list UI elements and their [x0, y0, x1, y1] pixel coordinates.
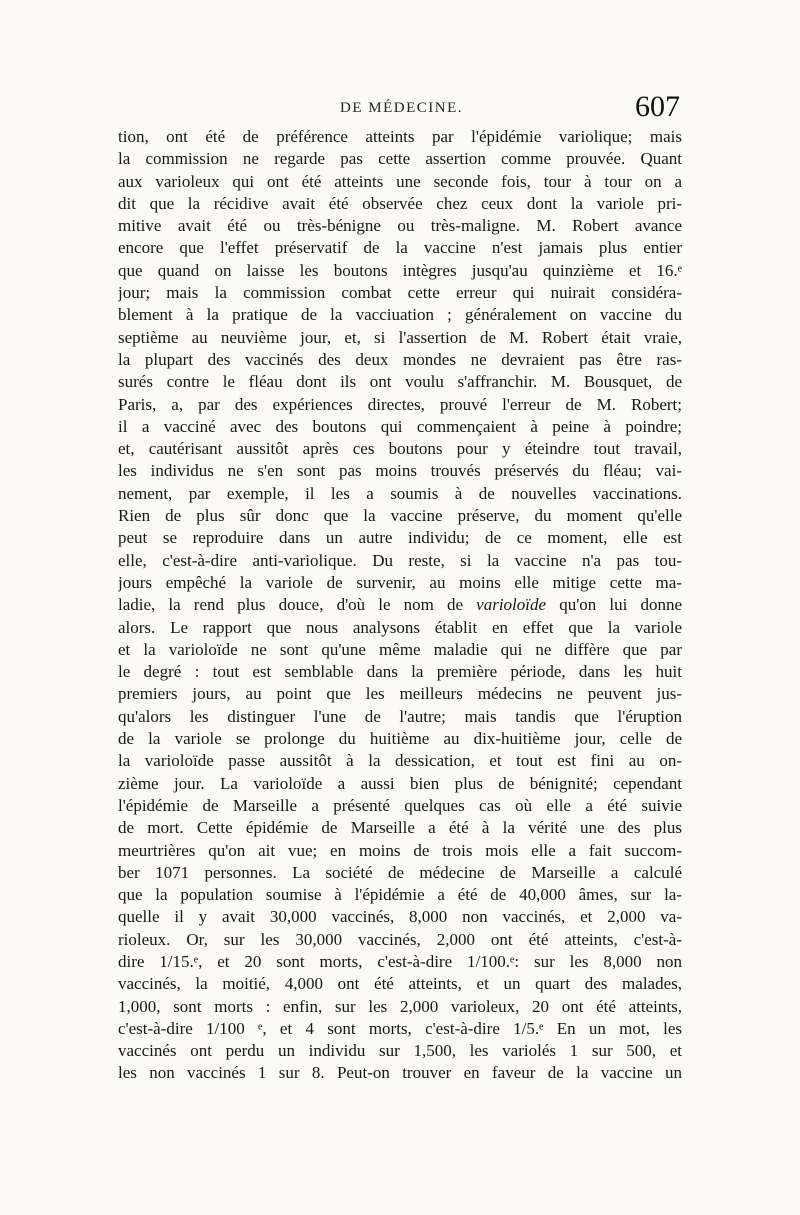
text-line: peut se reproduire dans un autre individu; de ce moment, elle est: [118, 528, 682, 548]
text-line: le degré : tout est semblable dans la première période, dans les huit: [118, 662, 682, 682]
text-line: meurtrières qu'on ait vue; en moins de trois mois elle a fait succom-: [118, 840, 682, 860]
text-line: que quand on laisse les boutons intègres jusqu'au quinzième et 16.ᵉ: [118, 260, 682, 280]
running-head: DE MÉDECINE.: [340, 100, 463, 116]
text-line: nement, par exemple, il les a soumis à de nouvelles vaccinations.: [118, 483, 682, 503]
text-line: alors. Le rapport que nous analysons établit en effet que la variole: [118, 617, 682, 637]
text-line: zième jour. La varioloïde a aussi bien plus de bénignité; cependant: [118, 773, 682, 793]
text-line: jour; mais la commission combat cette erreur qui nuirait considéra-: [118, 283, 682, 303]
text-line: vaccinés ont perdu un individu sur 1,500, les variolés 1 sur 500, et: [118, 1041, 682, 1061]
text-line: surés contre le fléau dont ils ont voulu s'affranchir. M. Bousquet, de: [118, 372, 682, 392]
text-line: elle, c'est-à-dire anti-variolique. Du reste, si la vaccine n'a pas tou-: [118, 550, 682, 570]
text-line: la varioloïde passe aussitôt à la dessication, et tout est fini au on-: [118, 751, 682, 771]
text-line: qu'alors les distinguer l'une de l'autre; mais tandis que l'éruption: [118, 706, 682, 726]
text-line: les non vaccinés 1 sur 8. Peut-on trouver en faveur de la vaccine un: [118, 1063, 682, 1083]
text-line: encore que l'effet préservatif de la vaccine n'est jamais plus entier: [118, 238, 682, 258]
text-line: aux varioleux qui ont été atteints une seconde fois, tour à tour on a: [118, 171, 682, 191]
body-text: [118, 126, 682, 1085]
text-line: premiers jours, au point que les meilleurs médecins ne peuvent jus-: [118, 684, 682, 704]
text-line: la commission ne regarde pas cette assertion comme prouvée. Quant: [118, 149, 682, 169]
text-line: il a vacciné avec des boutons qui commençaient à peine à poindre;: [118, 416, 682, 436]
text-line: quelle il y avait 30,000 vaccinés, 8,000 non vaccinés, et 2,000 va-: [118, 907, 682, 927]
text-line: de mort. Cette épidémie de Marseille a été à la vérité une des plus: [118, 818, 682, 838]
page-number: 607: [635, 90, 680, 123]
text-line: les individus ne s'en sont pas moins trouvés préservés du fléau; vai-: [118, 461, 682, 481]
text-line: jours empêché la variole de survenir, au moins elle mitige cette ma-: [118, 572, 682, 592]
text-line: rioleux. Or, sur les 30,000 vaccinés, 2,000 ont été atteints, c'est-à-: [118, 929, 682, 949]
text-line: que la population soumise à l'épidémie a été de 40,000 âmes, sur la-: [118, 885, 682, 905]
text-line: de la variole se prolonge du huitième au dix-huitième jour, celle de: [118, 729, 682, 749]
text-line: vaccinés, la moitié, 4,000 ont été atteints, et un quart des malades,: [118, 974, 682, 994]
text-line: Rien de plus sûr donc que la vaccine préserve, du moment qu'elle: [118, 506, 682, 526]
text-line: mitive avait été ou très-bénigne ou très-maligne. M. Robert avance: [118, 216, 682, 236]
text-line: c'est-à-dire 1/100 ᵉ, et 4 sont morts, c'est-à-dire 1/5.ᵉ En un mot, les: [118, 1018, 682, 1038]
text-line: dit que la récidive avait été observée chez ceux dont la variole pri-: [118, 193, 682, 213]
text-line: dire 1/15.ᵉ, et 20 sont morts, c'est-à-dire 1/100.ᵉ: sur les 8,000 non: [118, 951, 682, 971]
text-line: ladie, la rend plus douce, d'où le nom de varioloïde qu'on lui donne: [118, 595, 682, 615]
text-line: la plupart des vaccinés des deux mondes ne devraient pas être ras-: [118, 349, 682, 369]
text-line: tion, ont été de préférence atteints par l'épidémie variolique; mais: [118, 127, 682, 146]
page-header: [118, 90, 682, 130]
text-line: l'épidémie de Marseille a présenté quelques cas où elle a été suivie: [118, 795, 682, 815]
text-line: et la varioloïde ne sont qu'une même maladie qui ne diffère que par: [118, 639, 682, 659]
text-line: ber 1071 personnes. La société de médecine de Marseille a calculé: [118, 862, 682, 882]
text-line: Paris, a, par des expériences directes, prouvé l'erreur de M. Robert;: [118, 394, 682, 414]
text-line: et, cautérisant aussitôt après ces boutons pour y éteindre tout travail,: [118, 439, 682, 459]
text-line: blement à la pratique de la vacciuation ; généralement on vaccine du: [118, 305, 682, 325]
text-line: septième au neuvième jour, et, si l'assertion de M. Robert était vraie,: [118, 327, 682, 347]
text-line: 1,000, sont morts : enfin, sur les 2,000 varioleux, 20 ont été atteints,: [118, 996, 682, 1016]
